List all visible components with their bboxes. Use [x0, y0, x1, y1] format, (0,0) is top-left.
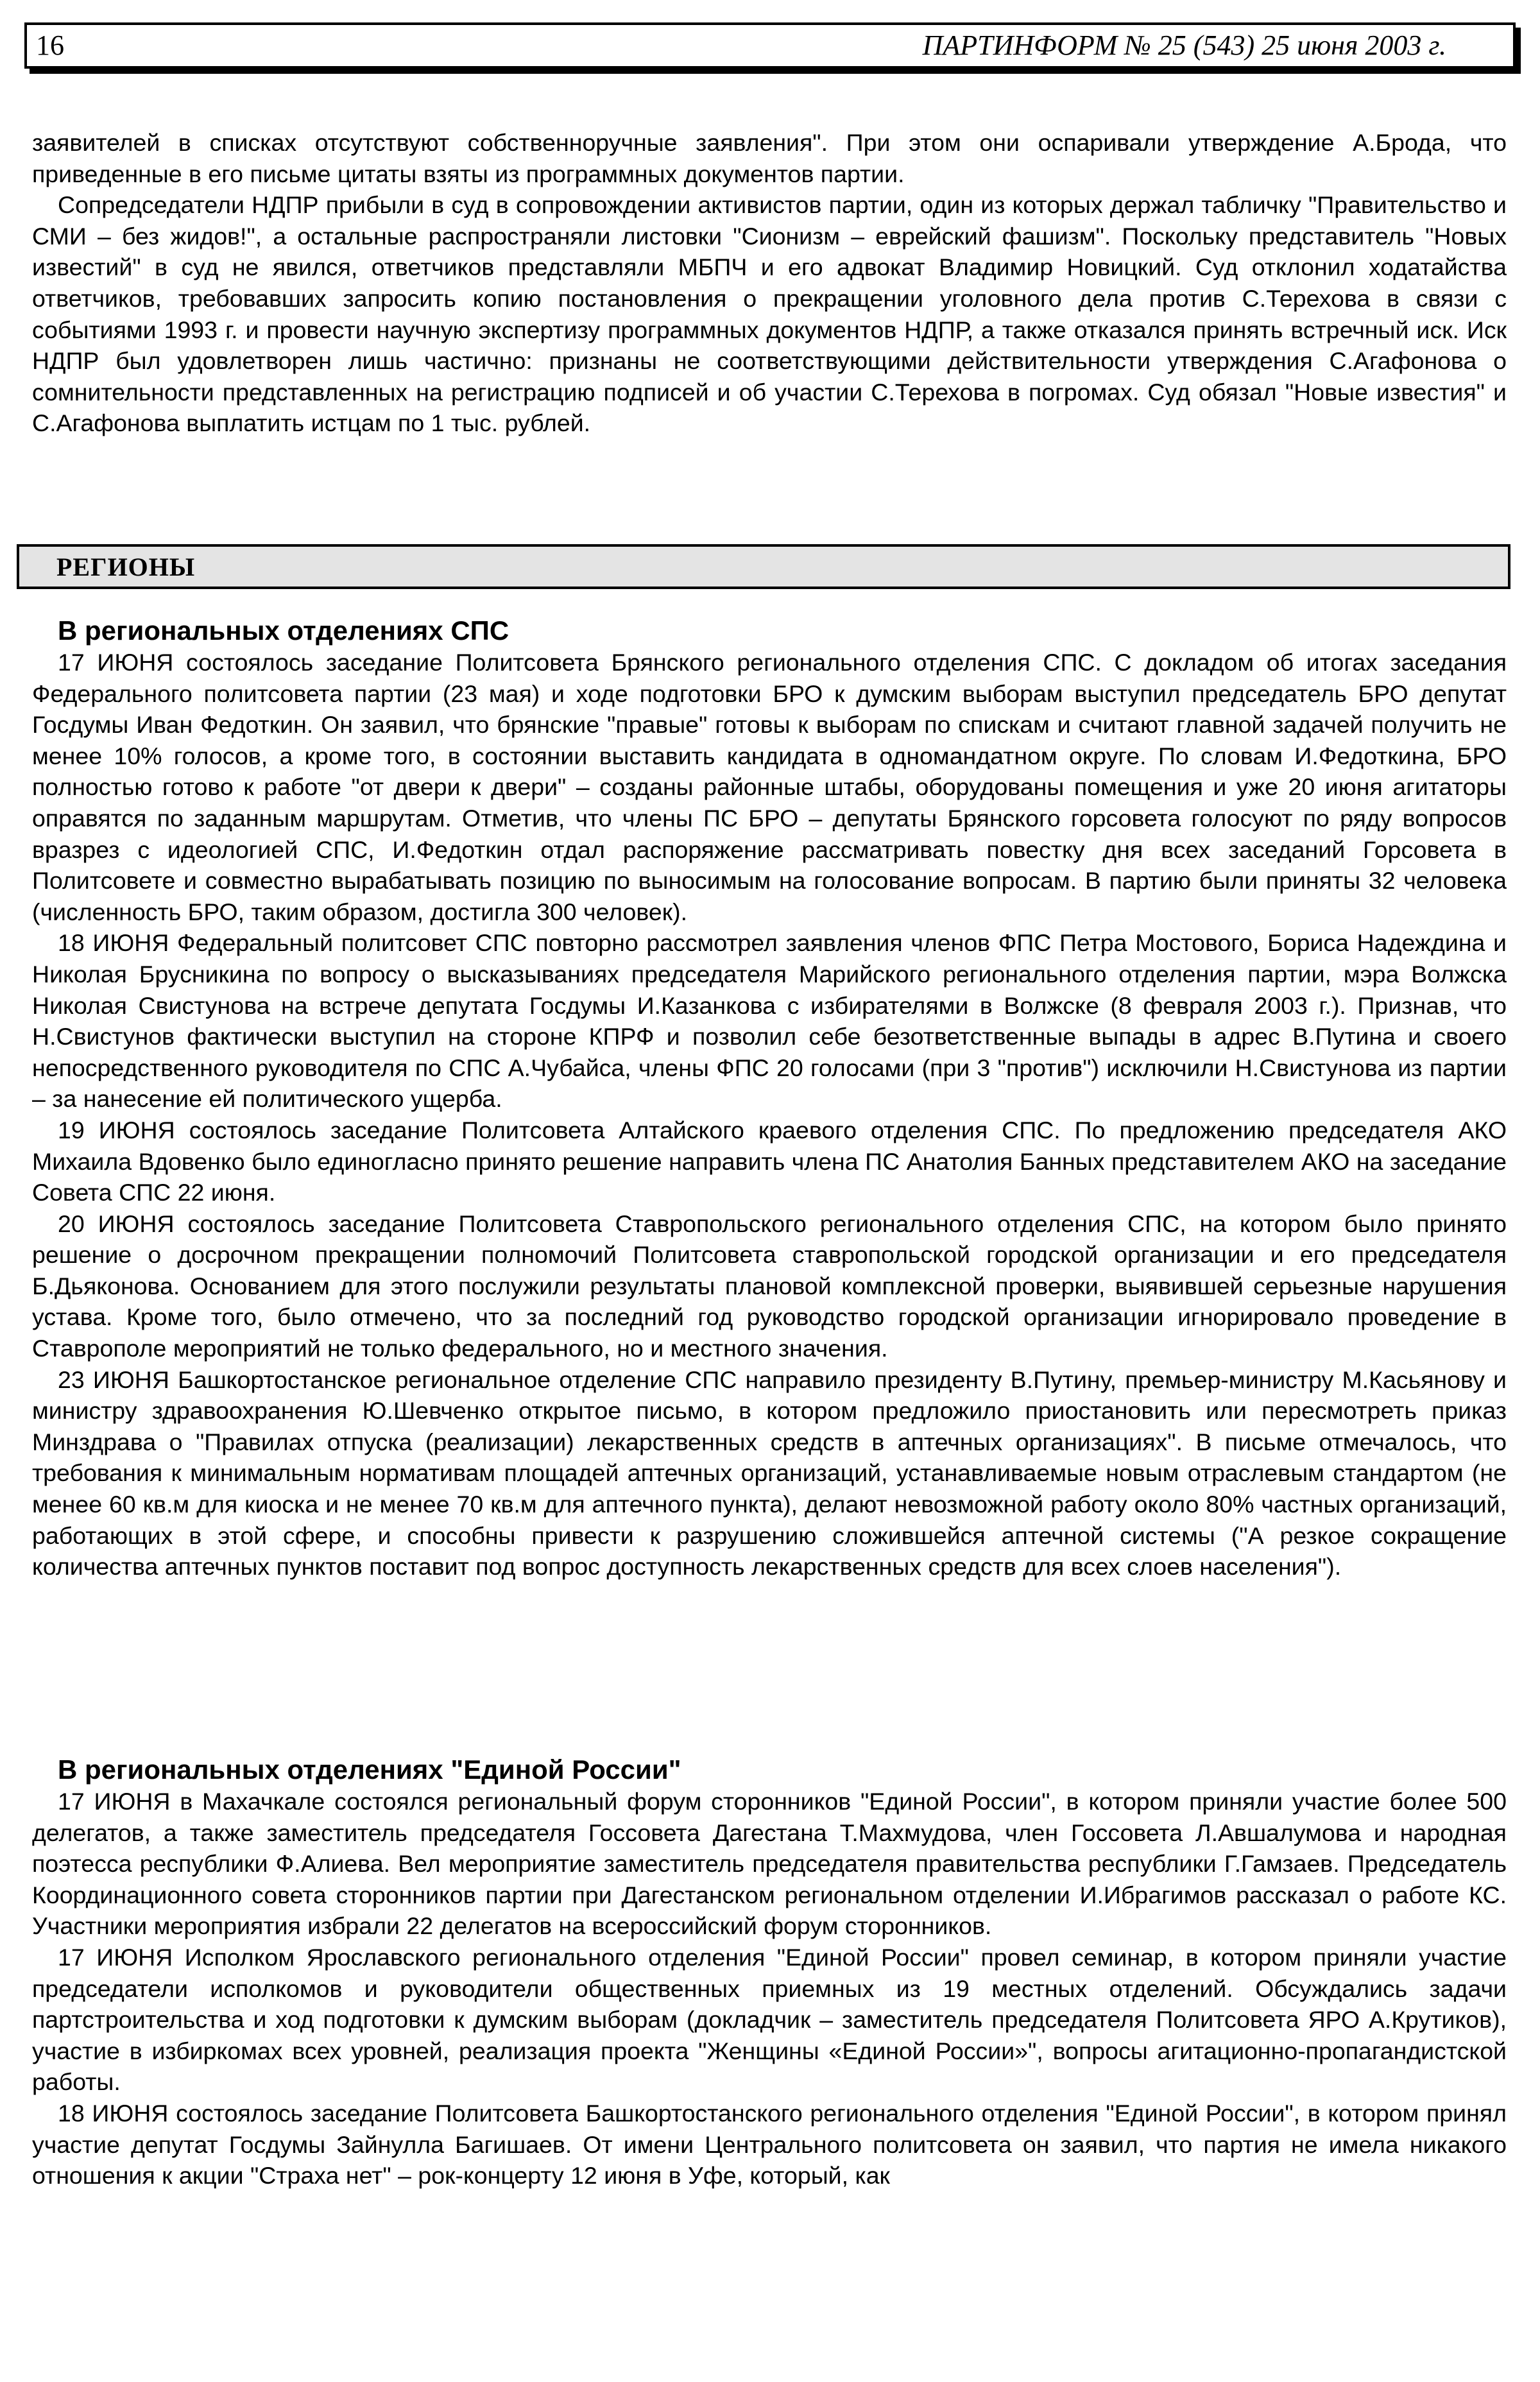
paragraph: 23 ИЮНЯ Башкортостанское региональное отделение СПС направило президенту В.Путину, премьер-министру М.Касьянову и министру здравоохранения Ю.Шевченко открытое письмо, в котором предложило приостановить или пересмотреть приказ Минздрава о "Правилах отпуска (реализации) лекарственных средств в аптечных организациях". В письме отмечалось, что требования к минимальным нормативам площадей аптечных организаций, устанавливаемые новым отраслевым стандартом (не менее 60 кв.м для киоска и не менее 70 кв.м для аптечного пункта), делают невозможной работу около 80% частных организаций, работающих в этой сфере, и способны привести к разрушению сложившейся аптечной системы ("А резкое сокращение количества аптечных пунктов поставит под вопрос доступность лекарственных средств для всех слоев населения").: [32, 1366, 1507, 1581]
paragraph: 17 ИЮНЯ состоялось заседание Политсовета Брянского регионального отделения СПС. С докладом об итогах заседания Федерального политсовета партии (23 мая) и ходе подготовки БРО к думским выборам выступил председатель БРО депутат Госдумы Иван Федоткин. Он заявил, что брянские "правые" готовы к выборам по спискам и считают главной задачей получить не менее 10% голосов, а кроме того, в состоянии выставить кандидата в одномандатном округе. По словам И.Федоткина, БРО полностью готово к работе "от двери к двери" – созданы районные штабы, оборудованы помещения и уже 20 июня агитаторы оправятся по заданным маршрутам. Отметив, что члены ПС БРО – депутаты Брянского горсовета голосуют по ряду вопросов вразрез с идеологией СПС, И.Федоткин отдал распоряжение рассматривать повестку дня всех заседаний Горсовета в Политсовете и совместно вырабатывать позицию по выносимым на голосование вопросам. В партию были приняты 32 человека (численность БРО, таким образом, достигла 300 человек).: [32, 649, 1507, 925]
paragraph: Сопредседатели НДПР прибыли в суд в сопровождении активистов партии, один из которых держал табличку "Правительство и СМИ – без жидов!", а остальные распространяли листовки "Сионизм – еврейский фашизм". Поскольку представитель "Новых известий" в суд не явился, ответчиков представляли МБПЧ и его адвокат Владимир Новицкий. Суд отклонил ходатайства ответчиков, требовавших запросить копию постановления о прекращении уголовного дела против С.Терехова в связи с событиями 1993 г. и провести научную экспертизу программных документов НДПР, а также отказался принять встречный иск. Иск НДПР был удовлетворен лишь частично: признаны не соответствующими действительности утверждения С.Агафонова о сомнительности представленных на регистрацию подписей и об участии С.Терехова в погромах. Суд обязал "Новые известия" и С.Агафонова выплатить истцам по 1 тыс. рублей.: [32, 191, 1507, 437]
section-bar: [17, 544, 1510, 589]
paragraph: 20 ИЮНЯ состоялось заседание Политсовета Ставропольского регионального отделения СПС, на котором было принято решение о досрочном прекращении полномочий Политсовета ставропольской городской организации и его председателя Б.Дьяконова. Основанием для этого послужили результаты плановой комплексной проверки, выявившей серьезные нарушения устава. Кроме того, было отмечено, что за последний год руководство городской организации игнорировало проведение в Ставрополе мероприятий не только федерального, но и местного значения.: [32, 1210, 1507, 1362]
paragraph: 17 ИЮНЯ Исполком Ярославского регионального отделения "Единой России" провел семинар, в котором приняли участие председатели исполкомов и руководители общественных приемных из 19 местных отделений. Обсуждались задачи партстроительства и ход подготовки к думским выборам (докладчик – заместитель председателя Политсовета ЯРО А.Крутиков), участие в избиркомах всех уровней, реализация проекта "Женщины «Единой России»", вопросы агитационно-пропагандистской работы.: [32, 1943, 1507, 2096]
page-header: [24, 22, 1516, 69]
paragraph: 18 ИЮНЯ Федеральный политсовет СПС повторно рассмотрел заявления членов ФПС Петра Мостового, Бориса Надеждина и Николая Брусникина по вопросу о высказываниях председателя Марийского регионального отделения партии, мэра Волжска Николая Свистунова на встрече депутата Госдумы И.Казанкова с избирателями в Волжске (8 февраля 2003 г.). Признав, что Н.Свистунов фактически выступил на стороне КПРФ и позволил себе безответственные выпады в адрес В.Путина и своего непосредственного руководителя по СПС А.Чубайса, члены ФПС 20 голосами (при 3 "против") исключили Н.Свистунова из партии – за нанесение ей политического ущерба.: [32, 929, 1507, 1113]
paragraph: 18 ИЮНЯ состоялось заседание Политсовета Башкортостанского регионального отделения "Единой России", в котором принял участие депутат Госдумы Зайнулла Багишаев. От имени Центрального политсовета он заявил, что партия не имела никакого отношения к акции "Страха нет" – рок-концерту 12 июня в Уфе, который, как: [32, 2099, 1507, 2189]
page-number: 16: [36, 30, 64, 61]
article-sps: [32, 615, 1507, 1582]
article-united-russia: [32, 1754, 1507, 2191]
issue-title: ПАРТИНФОРМ № 25 (543) 25 июня 2003 г.: [922, 30, 1446, 61]
paragraph: 19 ИЮНЯ состоялось заседание Политсовета Алтайского краевого отделения СПС. По предложению председателя АКО Михаила Вдовенко было единогласно принято решение направить члена ПС Анатолия Банных представителем АКО на заседание Совета СПС 22 июня.: [32, 1116, 1507, 1206]
article-continuation: [32, 127, 1507, 439]
section-title: РЕГИОНЫ: [56, 553, 196, 581]
article-heading: В региональных отделениях СПС: [58, 615, 509, 646]
paragraph: 17 ИЮНЯ в Махачкале состоялся региональный форум сторонников "Единой России", в котором приняли участие более 500 делегатов, а также заместитель председателя Госсовета Дагестана Т.Махмудова, член Госсовета Л.Авшалумова и народная поэтесса республики Ф.Алиева. Вел мероприятие заместитель председателя правительства республики Г.Гамзаев. Председатель Координационного совета сторонников партии при Дагестанском региональном отделении И.Ибрагимов рассказал о работе КС. Участники мероприятия избрали 22 делегатов на всероссийский форум сторонников.: [32, 1788, 1507, 1940]
paragraph: заявителей в списках отсутствуют собственноручные заявления". При этом они оспаривали утверждение А.Брода, что приведенные в его письме цитаты взяты из программных документов партии.: [32, 129, 1507, 187]
article-heading: В региональных отделениях "Единой России": [58, 1754, 681, 1785]
